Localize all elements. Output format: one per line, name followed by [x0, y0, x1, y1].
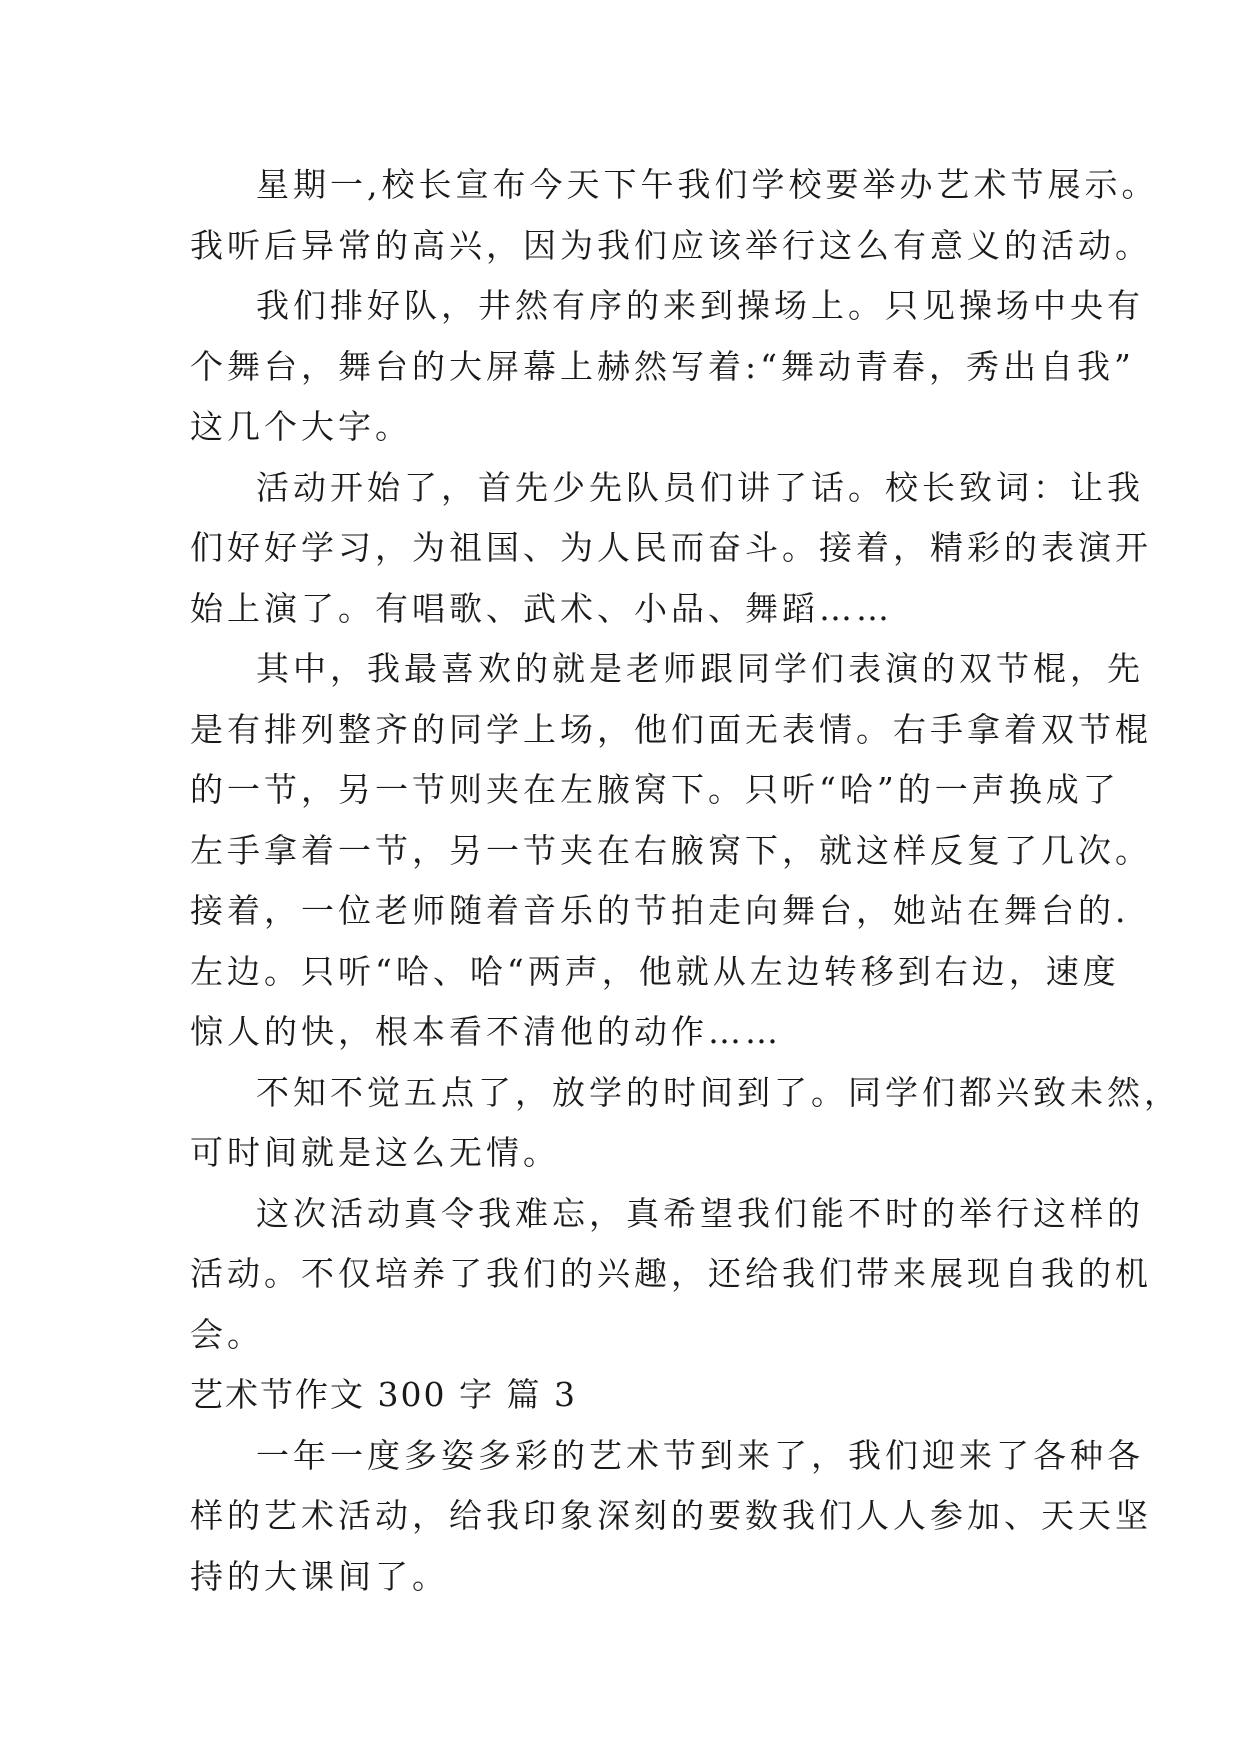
text-line: 个舞台，舞台的大屏幕上赫然写着:“舞动青春，秀出自我”: [190, 346, 1135, 386]
text-line: 的一节，另一节则夹在左腋窝下。只听“哈”的一声换成了: [190, 770, 1120, 809]
text-line: 持的大课间了。: [190, 1556, 449, 1596]
text-line: 始上演了。有唱歌、武术、小品、舞蹈……: [190, 588, 893, 628]
section-heading: 艺术节作文 300 字 篇 3: [190, 1375, 577, 1414]
text-line: 这几个大字。: [190, 407, 412, 446]
text-line: 我听后异常的高兴，因为我们应该举行这么有意义的活动。: [190, 225, 1152, 265]
text-line: 不知不觉五点了，放学的时间到了。同学们都兴致未然，: [256, 1072, 1181, 1112]
document-body: [190, 155, 1181, 1607]
text-line: 可时间就是这么无情。: [190, 1133, 560, 1172]
text-line: 样的艺术活动，给我印象深刻的要数我们人人参加、天天坚: [190, 1496, 1152, 1535]
text-line: 我们排好队，井然有序的来到操场上。只见操场中央有: [256, 286, 1144, 325]
text-line: 接着，一位老师随着音乐的节拍走向舞台，她站在舞台的.: [190, 891, 1130, 930]
text-line: 这次活动真令我难忘，真希望我们能不时的举行这样的: [256, 1193, 1144, 1233]
text-line: 左手拿着一节，另一节夹在右腋窝下，就这样反复了几次。: [190, 830, 1152, 870]
text-line: 星期一,校长宣布今天下午我们学校要举办艺术节展示。: [256, 165, 1159, 204]
text-line: 一年一度多姿多彩的艺术节到来了，我们迎来了各种各: [256, 1435, 1144, 1475]
text-line: 活动开始了，首先少先队员们讲了话。校长致词：让我: [256, 467, 1144, 507]
text-line: 活动。不仅培养了我们的兴趣，还给我们带来展现自我的机: [190, 1254, 1152, 1293]
text-line: 其中，我最喜欢的就是老师跟同学们表演的双节棍，先: [256, 649, 1144, 688]
text-line: 们好好学习，为祖国、为人民而奋斗。接着，精彩的表演开: [190, 528, 1152, 567]
text-line: 左边。只听“哈、哈“两声，他就从左边转移到右边，速度: [190, 951, 1120, 991]
text-line: 惊人的快，根本看不清他的动作……: [190, 1012, 782, 1051]
text-line: 是有排列整齐的同学上场，他们面无表情。右手拿着双节棍: [190, 709, 1152, 749]
text-line: 会。: [190, 1314, 264, 1354]
